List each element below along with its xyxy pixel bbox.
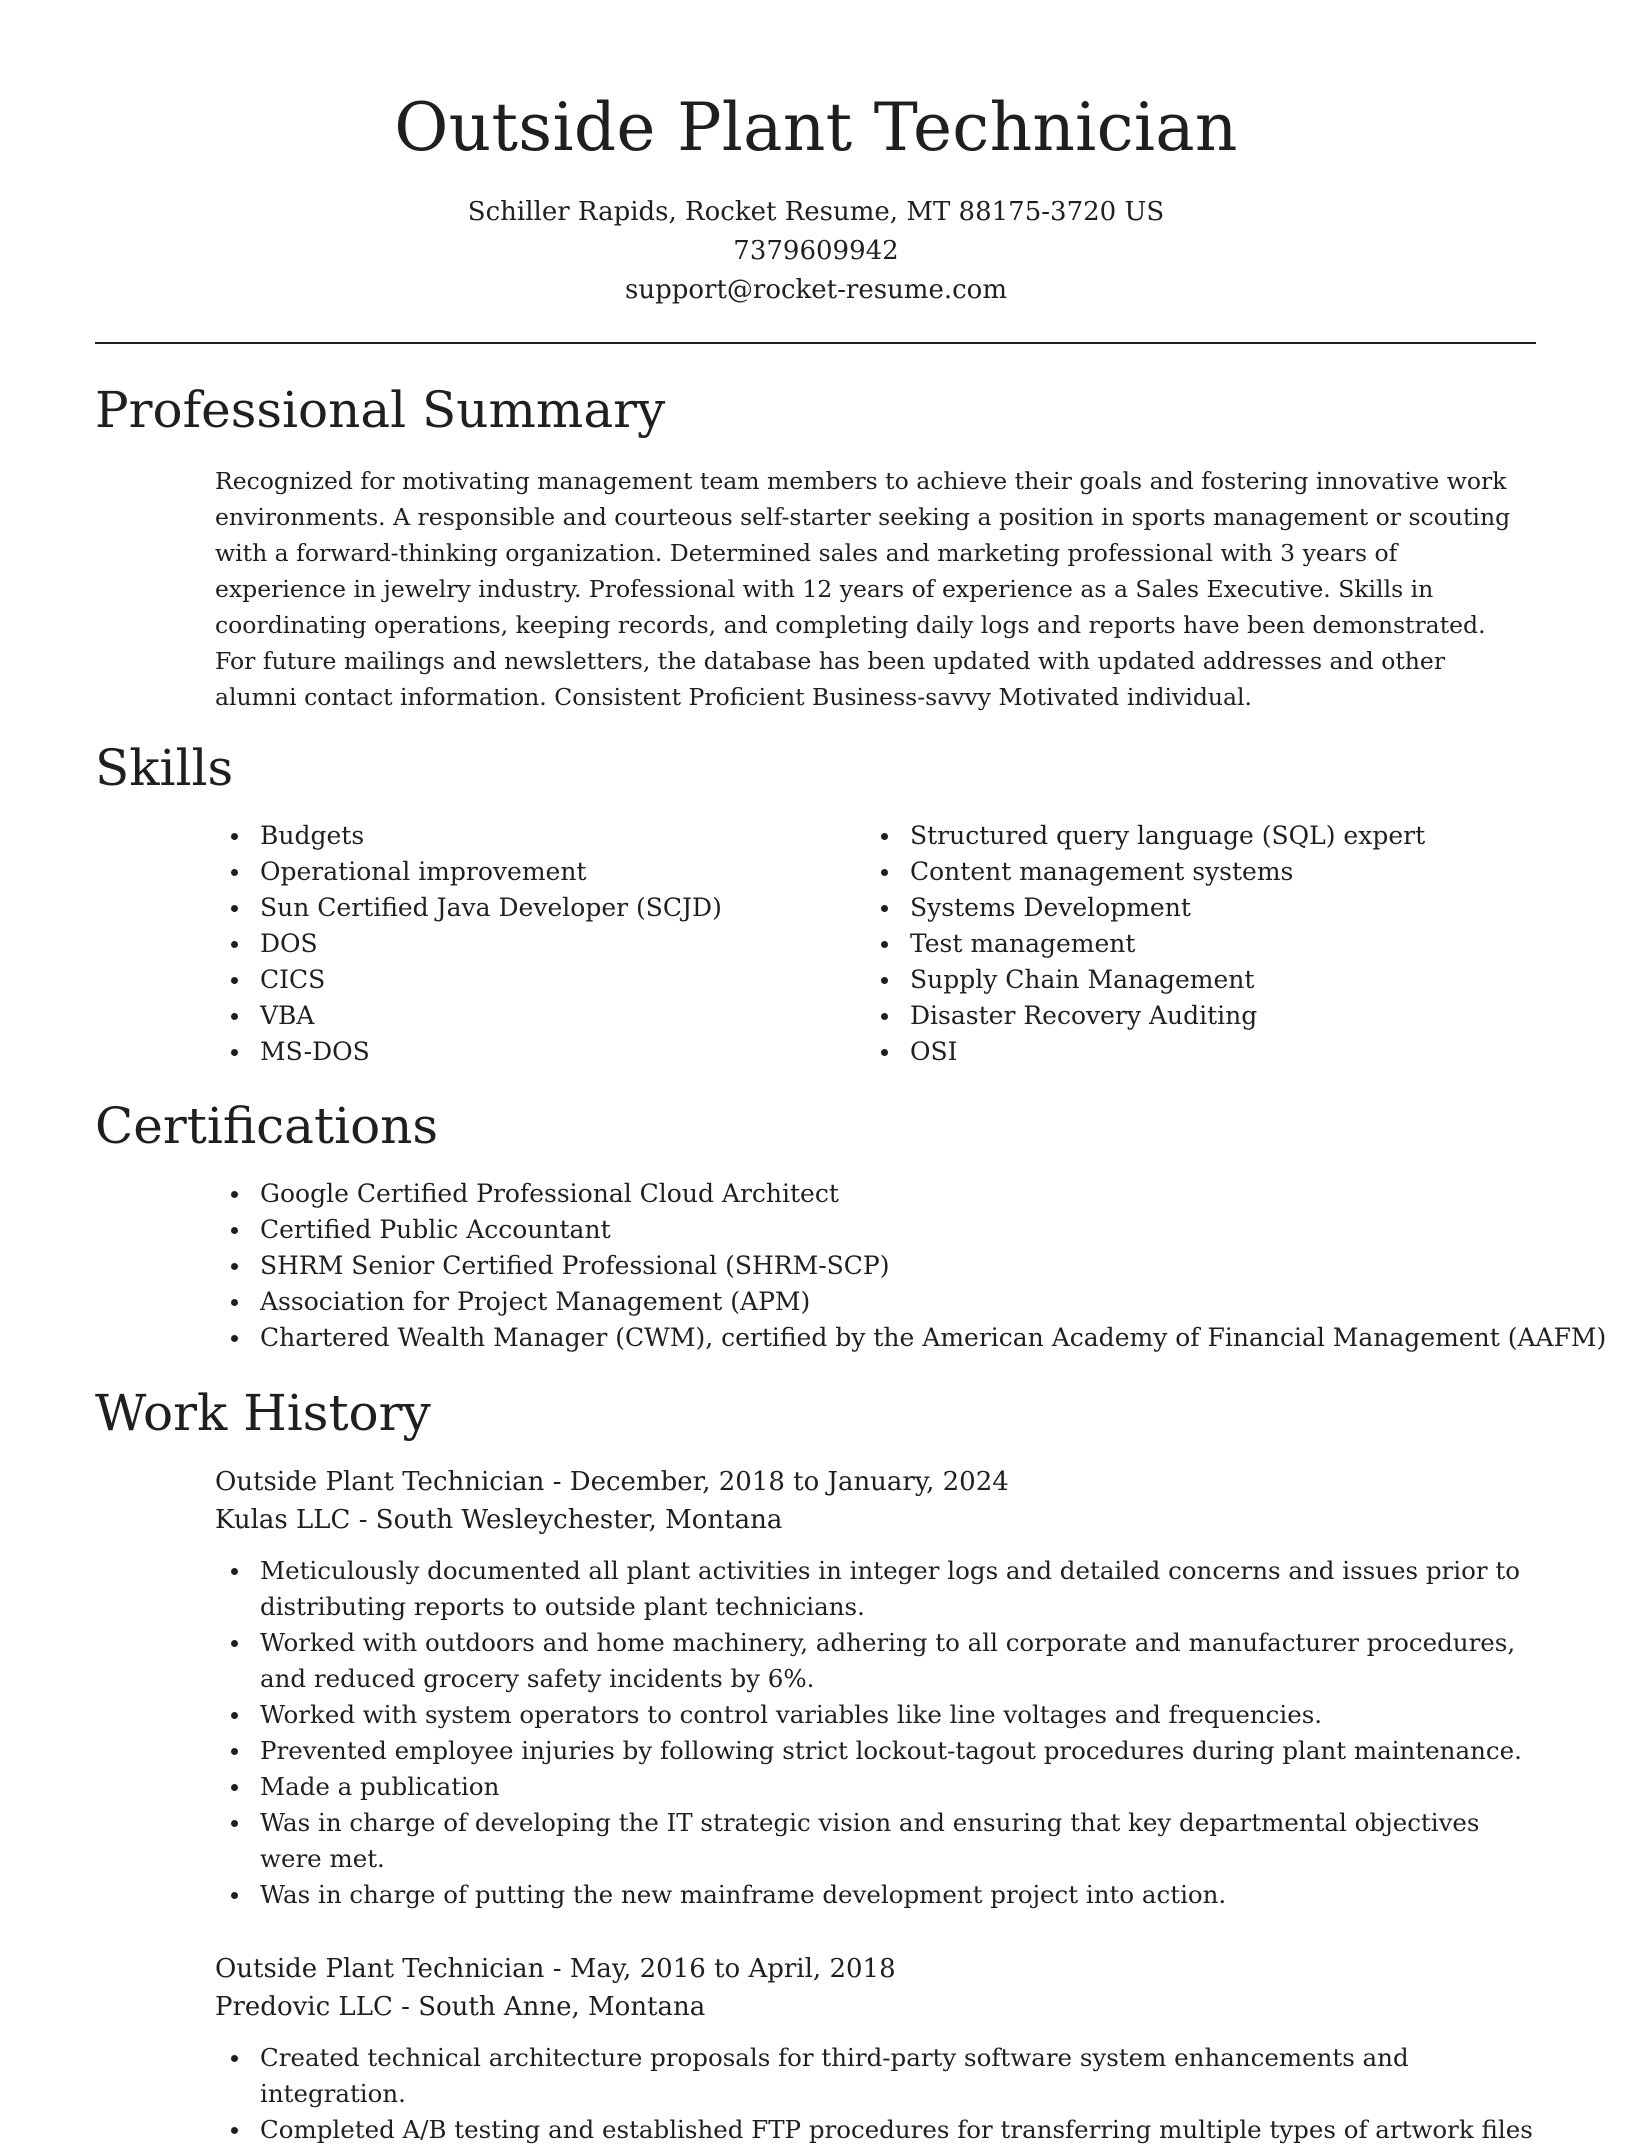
skill-item: OSI xyxy=(865,1034,1485,1070)
job-bullet: Worked with outdoors and home machinery, adhering to all corporate and manufacturer procedures, and reduced grocery safety incidents by 6%. xyxy=(215,1625,1535,1697)
contact-block xyxy=(0,193,1632,310)
job-company-line xyxy=(215,1988,1535,2026)
certification-item: Association for Project Management (APM) xyxy=(215,1284,1555,1320)
job-bullet: Prevented employee injuries by following strict lockout-tagout procedures during plant maintenance. xyxy=(215,1733,1535,1769)
section-title-skills: Skills xyxy=(95,739,234,797)
summary-text: Recognized for motivating management team members to achieve their goals and fostering innovative work environments. A responsible and courteous self-starter seeking a position in sports management or scouting with a forward-thinking organization. Determined sales and marketing professional with 3 years of experience in jewelry industry. Professional with 12 years of experience as a Sales Executive. Skills in coordinating operations, keeping records, and completing daily logs and reports have been demonstrated. For future mailings and newsletters, the database has been updated with updated addresses and other alumni contact information. Consistent Proficient Business-savvy Motivated individual. xyxy=(215,467,1511,711)
job-title: Outside Plant Technician xyxy=(215,1954,545,1984)
job-company: Kulas LLC xyxy=(215,1505,351,1535)
job-bullet: Was in charge of putting the new mainframe development project into action. xyxy=(215,1877,1535,1913)
job-bullet: Created technical architecture proposals for third-party software system enhancements and integration. xyxy=(215,2040,1535,2112)
job-bullets xyxy=(215,2040,1535,2148)
job-dates: - May, 2016 to April, 2018 xyxy=(544,1954,896,1984)
certification-item: Certified Public Accountant xyxy=(215,1212,1555,1248)
section-title-certifications: Certifications xyxy=(95,1097,439,1155)
job-dates: - December, 2018 to January, 2024 xyxy=(544,1467,1009,1497)
skill-item: Structured query language (SQL) expert xyxy=(865,818,1485,854)
job-title-line xyxy=(215,1950,1535,1988)
contact-phone: 7379609942 xyxy=(733,236,899,266)
skill-item: CICS xyxy=(215,962,835,998)
contact-address: Schiller Rapids, Rocket Resume, MT 88175-3720 US xyxy=(467,197,1165,227)
job-bullet: Was in charge of developing the IT strategic vision and ensuring that key departmental objectives were met. xyxy=(215,1805,1535,1877)
skill-item: Budgets xyxy=(215,818,835,854)
skill-item: Test management xyxy=(865,926,1485,962)
skill-item: Supply Chain Management xyxy=(865,962,1485,998)
skill-item: Sun Certified Java Developer (SCJD) xyxy=(215,890,835,926)
certification-item: Google Certified Professional Cloud Architect xyxy=(215,1176,1555,1212)
header-divider xyxy=(95,342,1536,344)
skill-item: Operational improvement xyxy=(215,854,835,890)
job-bullet: Worked with system operators to control variables like line voltages and frequencies. xyxy=(215,1697,1535,1733)
section-title-summary: Professional Summary xyxy=(95,381,666,439)
job-bullet: Made a publication xyxy=(215,1769,1535,1805)
certifications-list xyxy=(215,1176,1607,1356)
skills-list-left xyxy=(215,818,835,1070)
skill-item: Systems Development xyxy=(865,890,1485,926)
certification-item: Chartered Wealth Manager (CWM), certified by the American Academy of Financial Management (AAFM) xyxy=(215,1320,1555,1356)
certification-item: SHRM Senior Certified Professional (SHRM-SCP) xyxy=(215,1248,1555,1284)
skill-item: VBA xyxy=(215,998,835,1034)
resume-name: Outside Plant Technician xyxy=(394,89,1238,166)
section-title-work-history: Work History xyxy=(95,1384,431,1442)
job-location: - South Anne, Montana xyxy=(392,1992,706,2022)
skill-item: Content management systems xyxy=(865,854,1485,890)
job-title-line xyxy=(215,1463,1535,1501)
skill-item: MS-DOS xyxy=(215,1034,835,1070)
skill-item: Disaster Recovery Auditing xyxy=(865,998,1485,1034)
job-entry xyxy=(215,1463,1535,1913)
skill-item: DOS xyxy=(215,926,835,962)
job-company: Predovic LLC xyxy=(215,1992,393,2022)
job-bullet: Meticulously documented all plant activities in integer logs and detailed concerns and issues prior to distributing reports to outside plant technicians. xyxy=(215,1553,1535,1625)
job-title: Outside Plant Technician xyxy=(215,1467,545,1497)
job-company-line xyxy=(215,1501,1535,1539)
job-entry xyxy=(215,1950,1535,2148)
job-bullets xyxy=(215,1553,1535,1913)
contact-email: support@rocket-resume.com xyxy=(624,275,1007,305)
skills-list-right xyxy=(865,818,1485,1070)
job-location: - South Wesleychester, Montana xyxy=(350,1505,783,1535)
job-bullet: Completed A/B testing and established FTP procedures for transferring multiple types of artwork files xyxy=(215,2112,1535,2148)
